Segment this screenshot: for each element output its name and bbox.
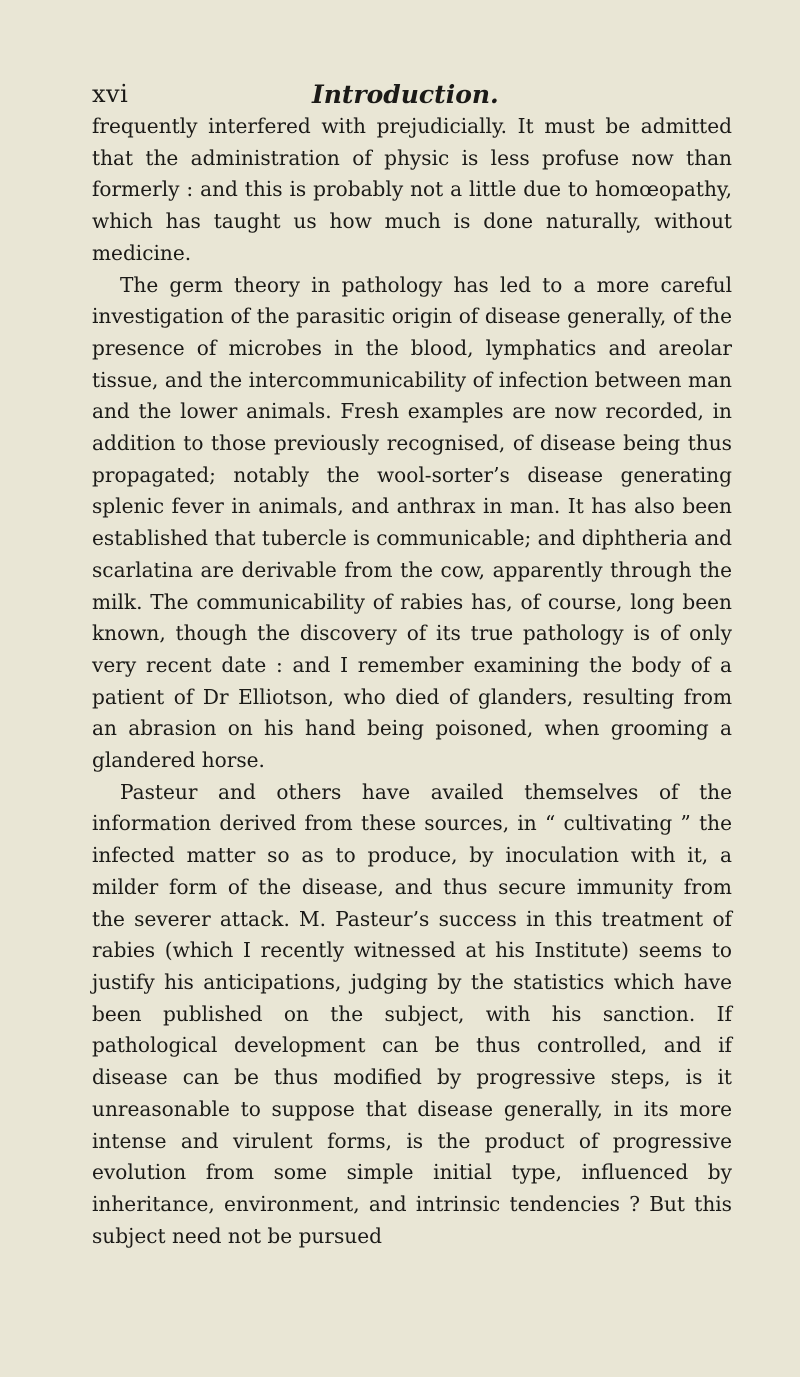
page-number: xvi	[92, 80, 129, 108]
running-title: Introduction.	[312, 80, 499, 109]
paragraph-pasteur: Pasteur and others have availed themselves of the information derived from these sources, in “ cultivating ” the infected matter so as to produce, by inoculation with it, a milder form of the disease, and thus secure immunity from the severer attack. M. Pasteur’s success in this treatment of rabies (which I recently witnessed at his Institute) seems to justify his anticipations, judging by the statistics which have been published on the subject, with his sanction. If pathological development can be thus controlled, and if disease can be thus modified by progressive steps, is it unreasonable to suppose that disease generally, in its more intense and virulent forms, is the product of progressive evolution from some simple initial type, influenced by inheritance, environment, and intrinsic tendencies ? But this subject need not be pursued	[92, 779, 732, 1248]
paragraph-continued: frequently interfered with prejudicially. It must be admitted that the administration of physic is less profuse now than formerly : and this is probably not a little due to homœopathy, which has taught us how much is done naturally, without medicine.	[92, 114, 732, 265]
body-text	[92, 111, 732, 1252]
paragraph-germ-theory: The germ theory in pathology has led to a more careful investigation of the parasitic origin of disease generally, of the presence of microbes in the blood, lymphatics and areolar tissue, and the intercommunicability of infection between man and the lower animals. Fresh examples are now recorded, in addition to those previously recognised, of disease being thus propagated; notably the wool-sorter’s disease generating splenic fever in animals, and anthrax in man. It has also been established that tubercle is communicable; and diphtheria and scarlatina are derivable from the cow, apparently through the milk. The communicability of rabies has, of course, long been known, though the discovery of its true pathology is of only very recent date : and I remember examining the body of a patient of Dr Elliotson, who died of glanders, resulting from an abrasion on his hand being poisoned, when grooming a glandered horse.	[92, 272, 732, 773]
